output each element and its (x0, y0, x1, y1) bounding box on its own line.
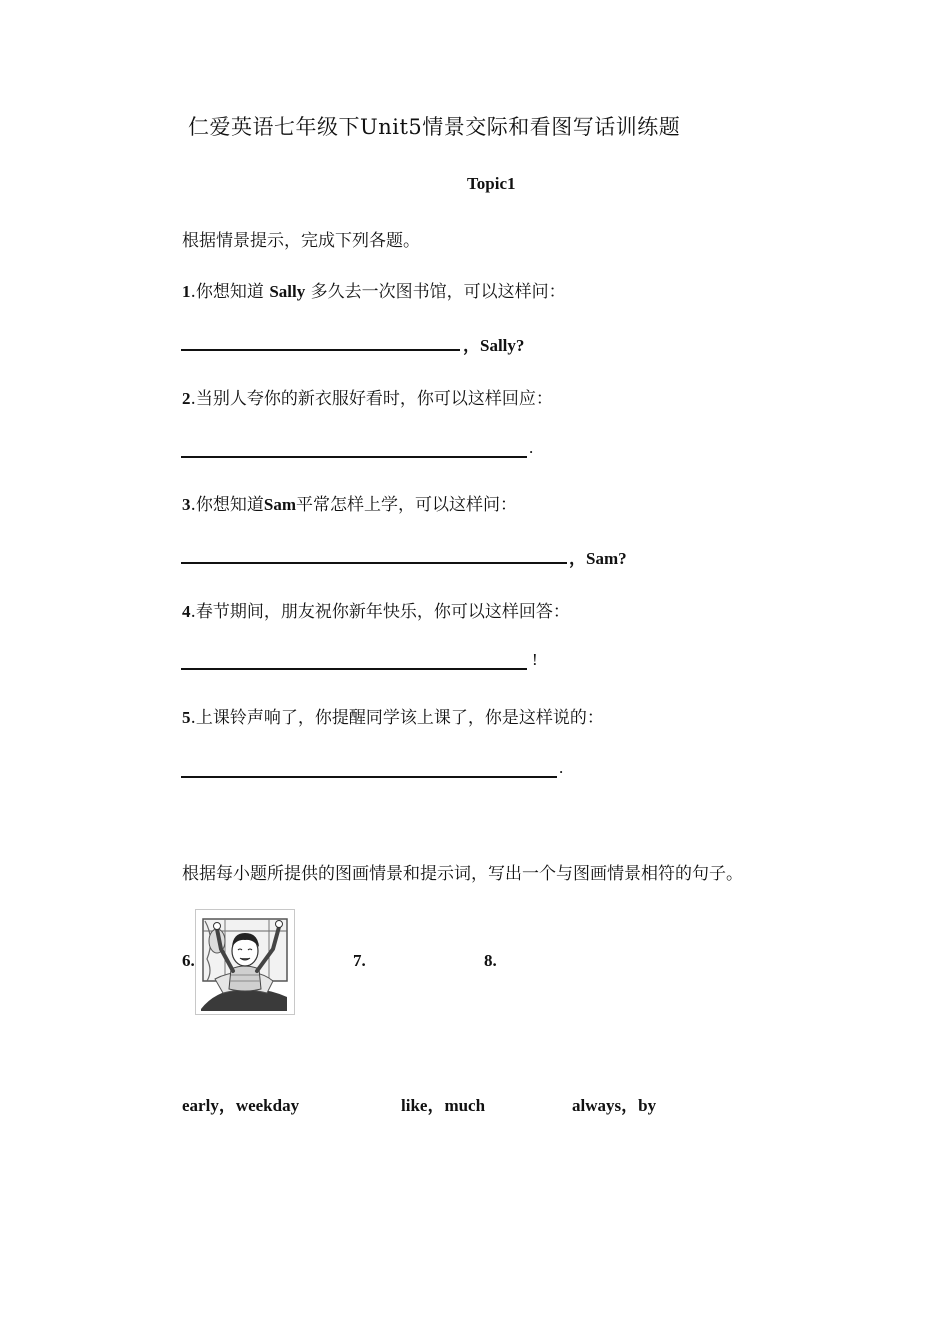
picture-label-8: 8. (484, 951, 497, 970)
question-2: 2.当别人夸你的新衣服好看时，你可以这样回应： (182, 389, 553, 409)
page-title: 仁爱英语七年级下Unit5情景交际和看图写话训练题 (188, 115, 681, 139)
answer-suffix-4: ! (532, 650, 538, 669)
answer-suffix-2: . (529, 438, 534, 457)
answer-blank-4[interactable] (181, 668, 527, 670)
question-number: 2 (182, 389, 191, 408)
hint-words-6: early，weekday (182, 1096, 300, 1115)
answer-blank-1[interactable] (181, 349, 460, 351)
picture-label-7: 7. (353, 951, 366, 970)
question-1: 1.你想知道 Sally 多久去一次图书馆，可以这样问： (182, 282, 566, 302)
hint-words-8: always，by (572, 1096, 657, 1115)
topic-heading: Topic1 (467, 174, 516, 193)
answer-blank-3[interactable] (181, 562, 567, 564)
question-number: 5 (182, 708, 191, 727)
answer-blank-2[interactable] (181, 456, 527, 458)
question-3: 3.你想知道Sam平常怎样上学，可以这样问： (182, 495, 518, 515)
question-number: 4 (182, 602, 191, 621)
answer-blank-5[interactable] (181, 776, 557, 778)
section1-instruction: 根据情景提示，完成下列各题。 (182, 231, 420, 251)
boy-stretching-picture-icon (195, 909, 295, 1015)
question-5: 5.上课铃声响了，你提醒同学该上课了，你是这样说的： (182, 708, 604, 728)
question-number: 3 (182, 495, 191, 514)
picture-label-6: 6. (182, 951, 195, 970)
question-4: 4.春节期间，朋友祝你新年快乐，你可以这样回答： (182, 602, 570, 622)
answer-suffix-1: ，Sally? (463, 336, 525, 355)
question-number: 1 (182, 282, 191, 301)
answer-suffix-3: ，Sam? (569, 549, 627, 568)
answer-suffix-5: . (559, 758, 564, 777)
hint-words-7: like，much (401, 1096, 486, 1115)
section2-instruction: 根据每小题所提供的图画情景和提示词，写出一个与图画情景相符的句子。 (182, 864, 743, 884)
